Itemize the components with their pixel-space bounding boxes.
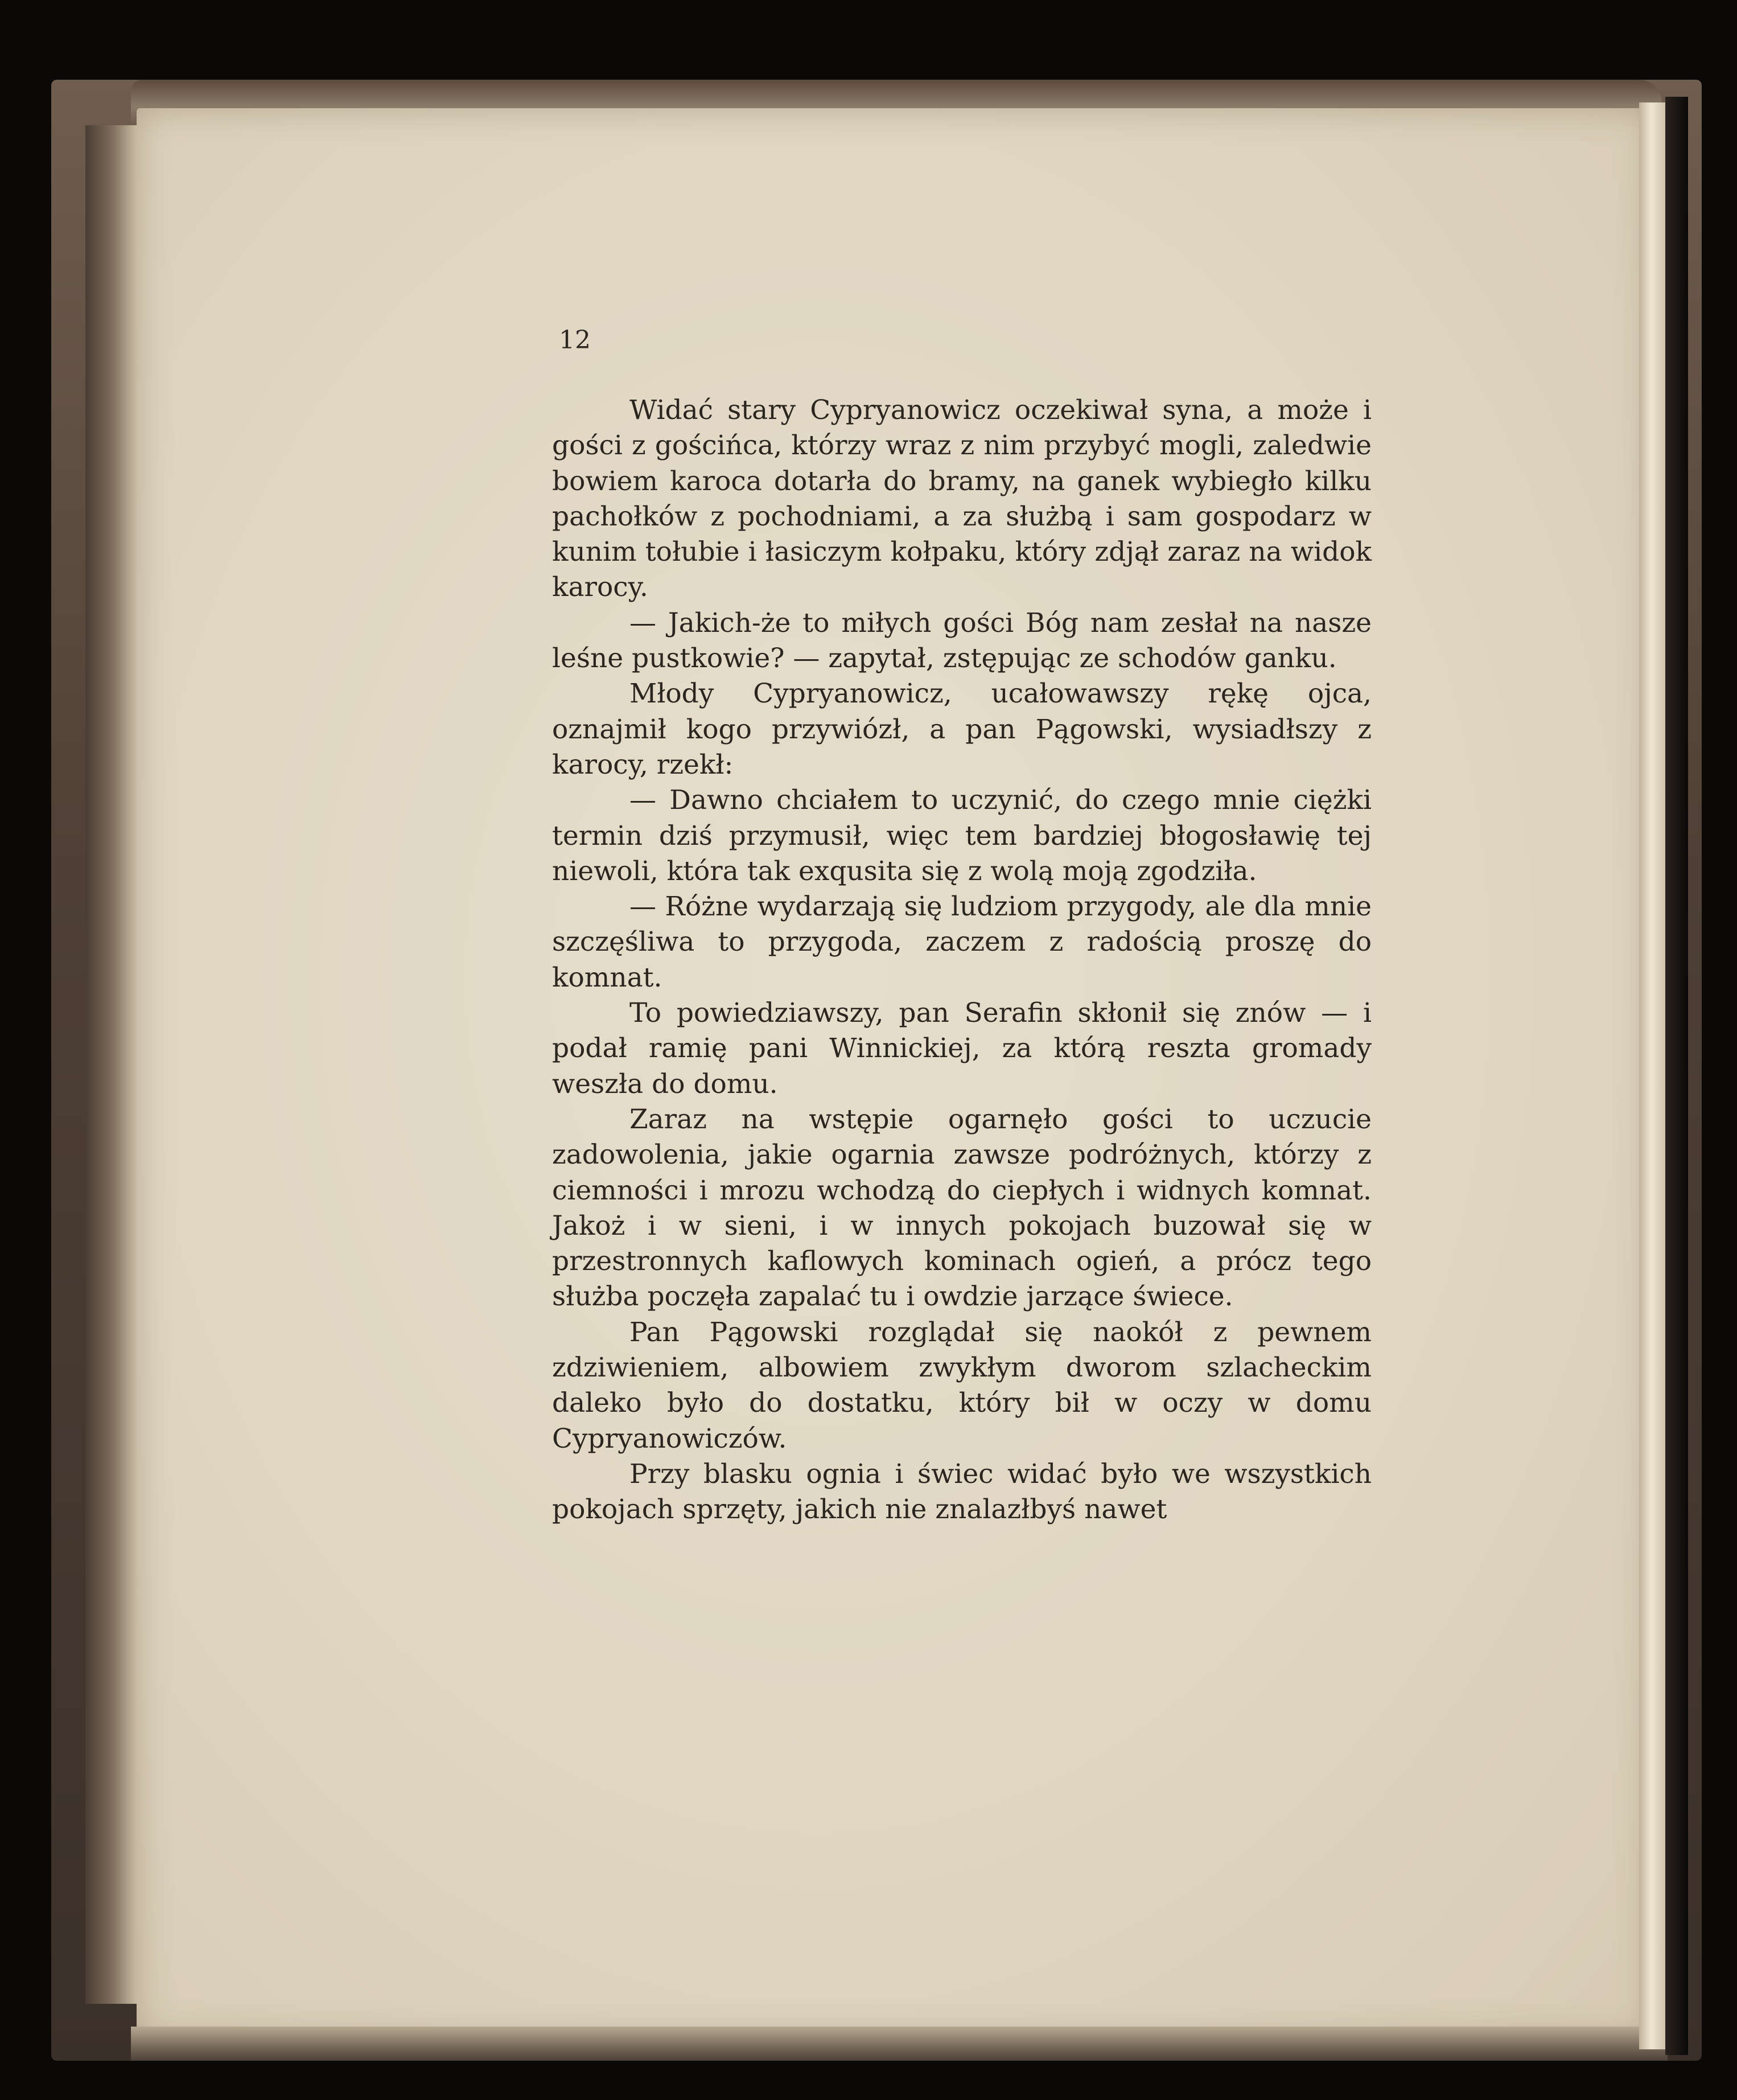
book-spine-edge — [1665, 97, 1688, 2055]
page-left-edge — [85, 125, 137, 2004]
paragraph: Przy blasku ognia i świec widać było we wszystkich pokojach sprzęty, jakich nie znalazłbyś nawet — [552, 1458, 1372, 1526]
paragraph: To powiedziawszy, pan Serafin skłonił się znów — i podał ramię pani Winnickiej, za którą reszta gromady weszła do domu. — [552, 997, 1372, 1100]
page-bottom-edge — [131, 2027, 1668, 2061]
paragraph: Zaraz na wstępie ogarnęło gości to uczucie zadowolenia, jakie ogarnia zawsze podróżnych, którzy z ciemności i mrozu wchodzą do ciepłych i widnych komnat. Jakoż i w sieni, i w innych pokojach buzował się w przestronnych kaflowych kominach ogień, a prócz tego służba poczęła zapalać tu i owdzie jarzące świece. — [552, 1103, 1372, 1313]
paragraph: — Dawno chciałem to uczynić, do czego mnie ciężki termin dziś przymusił, więc tem bardziej błogosławię tej niewoli, która tak exqusita się z wolą moją zgodziła. — [552, 784, 1372, 887]
body-text — [552, 393, 1372, 1528]
paragraph: Widać stary Cypryanowicz oczekiwał syna, a może i gości z gościńca, którzy wraz z nim przybyć mogli, zaledwie bowiem karoca dotarła do bramy, na ganek wybiegło kilku pachołków z pochodniami, a za służbą i sam gospodarz w kunim tołubie i łasiczym kołpaku, który zdjął zaraz na widok karocy. — [552, 394, 1372, 603]
paragraph: Młody Cypryanowicz, ucałowawszy rękę ojca, oznajmił kogo przywiózł, a pan Pągowski, wysiadłszy z karocy, rzekł: — [552, 678, 1372, 780]
paragraph: — Jakich-że to miłych gości Bóg nam zesłał na nasze leśne pustkowie? — zapytał, zstępując ze schodów ganku. — [552, 607, 1372, 675]
paragraph: — Różne wydarzają się ludziom przygody, ale dla mnie szczęśliwa to przygoda, zaczem z radością proszę do komnat. — [552, 891, 1372, 993]
paragraph: Pan Pągowski rozglądał się naokół z pewnem zdziwieniem, albowiem zwykłym dworom szlacheckim daleko było do dostatku, który bił w oczy w domu Cypryanowiczów. — [552, 1316, 1372, 1454]
book-gutter — [1639, 102, 1665, 2049]
page-number: 12 — [559, 326, 591, 355]
